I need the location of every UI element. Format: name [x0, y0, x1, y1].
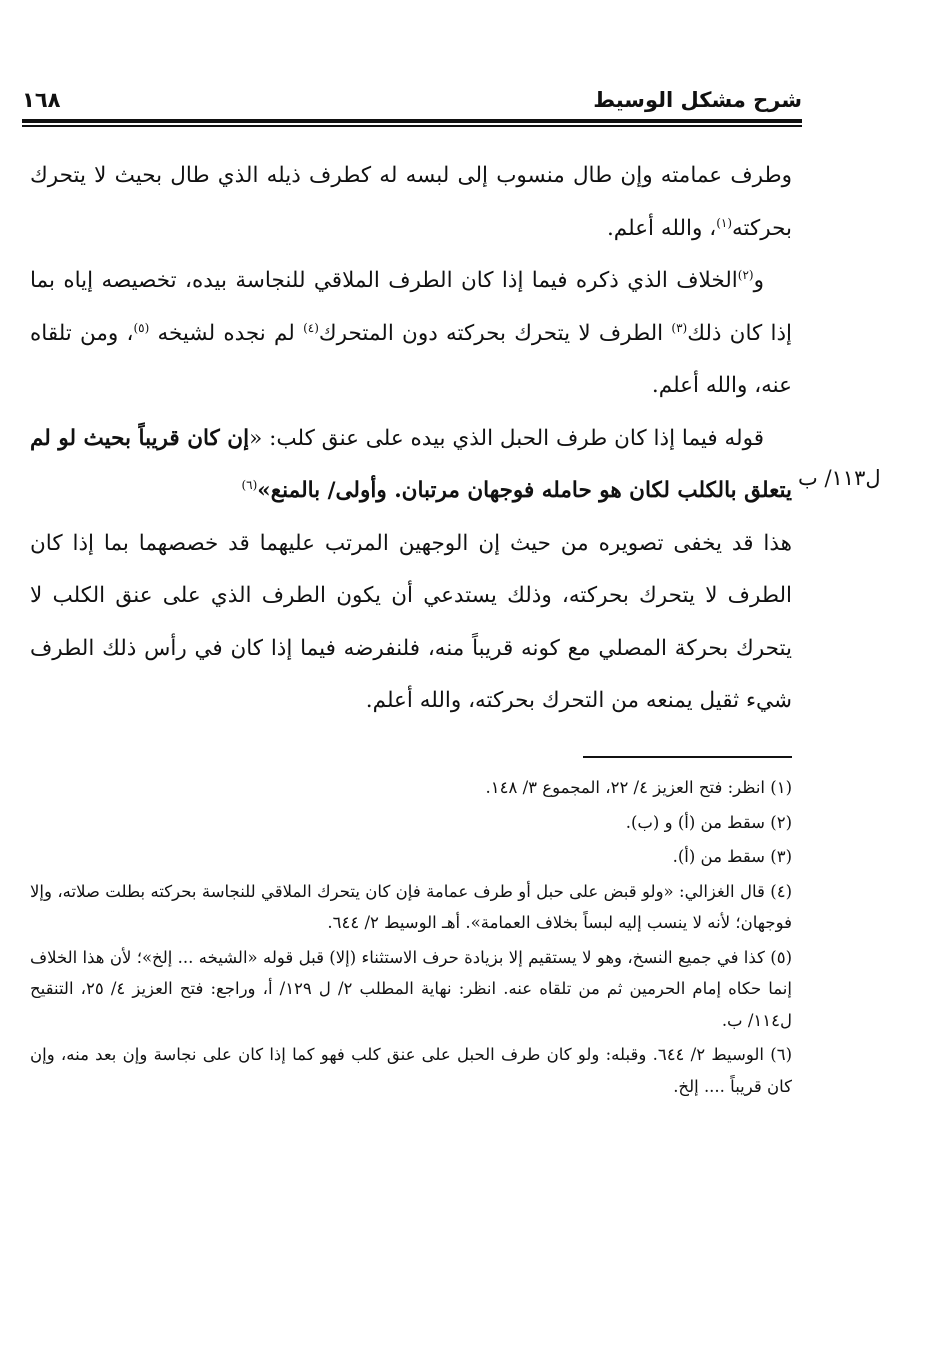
paragraph-1: وطرف عمامته وإن طال منسوب إلى لبسه له كطرف ذيله الذي طال بحيث لا يتحرك بحركته$^{(١)}$، والله أعلم. — [30, 163, 792, 241]
footnote-3: (٣) سقط من (أ). — [672, 847, 792, 866]
footnote-4: (٤) قال الغزالي: «ولو قبض على حبل أو طرف عمامة فإن كان يتحرك الملاقي للنجاسة بحركته بطلت صلاته، وإلا فوجهان؛ لأنه لا ينسب إليه لبساً بخلاف العمامة». أهـ الوسيط ٢/ ٦٤٤. — [30, 881, 792, 932]
running-title: شرح مشكل الوسيط — [593, 88, 802, 112]
manuscript-folio-marker: ل١١٣/ ب — [798, 466, 881, 490]
footnote-ref-4: (٤) — [303, 320, 319, 335]
header-rule-thin — [22, 125, 802, 127]
footnote-ref-6: (٦) — [241, 477, 258, 492]
header-rule-thick — [22, 119, 802, 123]
footnotes — [30, 772, 792, 1105]
main-text — [30, 150, 792, 728]
footnote-ref-2: (٢) — [737, 267, 754, 282]
footnote-6: (٦) الوسيط ٢/ ٦٤٤. وقبله: ولو كان طرف الحبل على عنق كلب فهو كما إذا كان على نجاسة وإن بعد منه، وإن كان قريباً .... إلخ. — [30, 1045, 792, 1096]
footnote-separator — [583, 756, 792, 758]
footnote-5: (٥) كذا في جميع النسخ، وهو لا يستقيم إلا بزيادة حرف الاستثناء (إلا) قبل قوله «الشيخه ... إلخ»؛ لأن هذا الخلاف إنما حكاه إمام الحرمين ثم من تلقاه عنه. انظر: نهاية المطلب ٢/ ل ١٢٩/ أ، وراجع: فتح العزيز ٤/ ٢٥، التنقيح ل١١٤/ ب. — [30, 947, 792, 1030]
paragraph-2: و$^{(٢)}$الخلاف الذي ذكره فيما إذا كان الطرف الملاقي للنجاسة بيده، تخصيصه إياه بما إذا كان ذلك$^{(٣)}$ الطرف لا يتحرك بحركته دون المتحرك$^{(٤)}$ لم نجده لشيخه $^{(٥)}$، ومن تلقاه عنه، والله أعلم. — [30, 267, 793, 398]
page-number: ١٦٨ — [22, 88, 61, 112]
paragraph-4: هذا قد يخفى تصويره من حيث إن الوجهين المرتب عليهما قد خصصهما بما إذا كان الطرف لا يتحرك بحركته، وذلك يستدعي أن يكون الطرف الذي على عنق الكلب لا يتحرك بحركة المصلي مع كونه قريباً منه، فلنفرضه فيما إذا كان في رأس ذلك الطرف شيء ثقيل يمنعه من التحرك بحركته، والله أعلم. — [30, 530, 792, 713]
page-header — [22, 88, 802, 116]
footnote-ref-5: (٥) — [133, 320, 150, 335]
footnote-ref-1: (١) — [716, 215, 733, 230]
quoted-text: إن كان قريباً بحيث لو لم يتعلق بالكلب لكان هو حامله فوجهان مرتبان. وأولى/ بالمنع — [30, 425, 792, 503]
paragraph-3: قوله فيما إذا كان طرف الحبل الذي بيده على عنق كلب: «إن كان قريباً بحيث لو لم يتعلق بالكلب لكان هو حامله فوجهان مرتبان. وأولى/ بالمنع»$^{(٦)}$ — [30, 425, 792, 503]
footnote-2: (٢) سقط من (أ) و (ب). — [625, 812, 792, 832]
footnote-1: (١) انظر: فتح العزيز ٤/ ٢٢، المجموع ٣/ ١٤٨. — [485, 778, 792, 797]
footnote-ref-3: (٣) — [671, 320, 688, 335]
